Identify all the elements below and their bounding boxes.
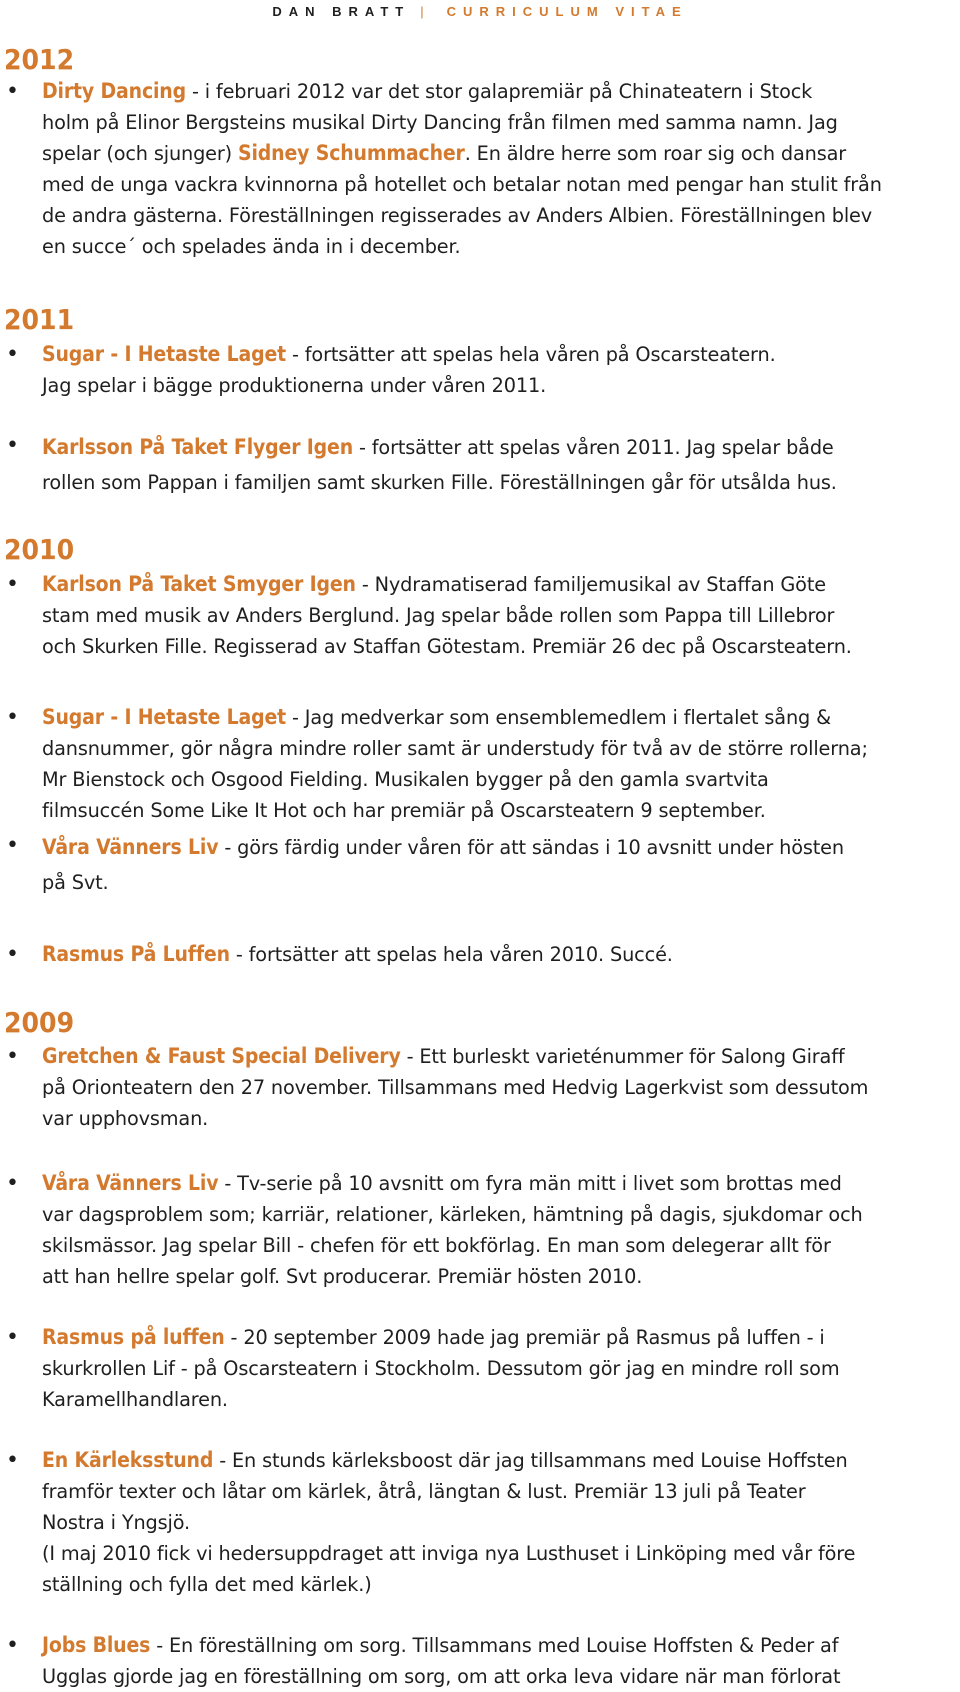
entry-title: Jobs Blues	[42, 1633, 151, 1657]
bullet-icon: •	[6, 342, 19, 367]
year-heading-2009: 2009	[4, 1006, 75, 1039]
bullet-icon: •	[6, 942, 19, 967]
entry-text: Karlson På Taket Smyger Igen - Nydramatiserad familjemusikal av Staffan Göte stam med musik av Anders Berglund. Jag spelar både rollen som Pappa till Lillebror och Skurken Fille. Regisserad av Staffan Götestam. Premiär 26 dec på Oscarsteatern.	[42, 572, 852, 658]
bullet-icon: •	[6, 79, 19, 104]
year-heading-2011: 2011	[4, 303, 75, 336]
entry-text: Rasmus På Luffen - fortsätter att spelas hela våren 2010. Succé.	[42, 942, 673, 966]
entry-text: Jobs Blues - En föreställning om sorg. Tillsammans med Louise Hoffsten & Peder af Ugglas gjorde jag en föreställning om sorg, om att orka leva vidare när man förlorat	[42, 1633, 841, 1688]
entry-text: Gretchen & Faust Special Delivery - Ett burleskt varieténummer för Salong Giraff på Orionteatern den 27 november. Tillsammans med Hedvig Lagerkvist som dessutom var upphovsman.	[42, 1044, 869, 1130]
header-name: DAN BRATT	[272, 4, 411, 19]
page-header	[0, 4, 960, 19]
entry-text: Våra Vänners Liv - Tv-serie på 10 avsnitt om fyra män mitt i livet som brottas med var dagsproblem som; karriär, relationer, kärleken, hämtning på dagis, sjukdomar och skilsmässor. Jag spelar Bill - chefen för ett bokförlag. En man som delegerar allt för att han hellre spelar golf. Svt producerar. Premiär hösten 2010.	[42, 1171, 863, 1288]
entry-title: Sugar - I Hetaste Laget	[42, 705, 287, 729]
entry-title: Karlson På Taket Smyger Igen	[42, 572, 356, 596]
bullet-icon: •	[6, 1448, 19, 1473]
bullet-icon: •	[6, 1171, 19, 1196]
bullet-icon: •	[6, 1044, 19, 1069]
bullet-icon: •	[6, 433, 19, 458]
role-highlight: Sidney Schummacher	[238, 141, 465, 165]
entry-text: Rasmus på luffen - 20 september 2009 hade jag premiär på Rasmus på luffen - i skurkrollen Lif - på Oscarsteatern i Stockholm. Dessutom gör jag en mindre roll som Karamellhandlaren.	[42, 1325, 840, 1411]
entry-title: Sugar - I Hetaste Laget	[42, 342, 287, 366]
entry-title: En Kärleksstund	[42, 1448, 214, 1472]
entry-title: Rasmus på luffen	[42, 1325, 225, 1349]
entry-text: Dirty Dancing - i februari 2012 var det stor galapremiär på Chinateatern i Stock holm på Elinor Bergsteins musikal Dirty Dancing från filmen med samma namn. Jag spelar (och sjunger) Sidney Schummacher. En äldre herre som roar sig och dansar med de unga vackra kvinnorna på hotellet och betalar notan med pengar han stulit från de andra gästerna. Föreställningen regisserades av Anders Albien. Föreställningen blev en succe´ och spelades ända in i december.	[42, 79, 882, 258]
entry-title: Rasmus På Luffen	[42, 942, 230, 966]
entry-title: Dirty Dancing	[42, 79, 186, 103]
bullet-icon: •	[6, 1325, 19, 1350]
entry-title: Gretchen & Faust Special Delivery	[42, 1044, 401, 1068]
entry-text: Sugar - I Hetaste Laget - Jag medverkar som ensemblemedlem i flertalet sång & dansnummer, gör några mindre roller samt är understudy för två av de större rollerna; Mr Bienstock och Osgood Fielding. Musikalen bygger på den gamla svartvita filmsuccén Some Like It Hot och har premiär på Oscarsteatern 9 september.	[42, 705, 868, 822]
entry-title: Våra Vänners Liv	[42, 835, 219, 859]
entry-title: Karlsson På Taket Flyger Igen	[42, 435, 354, 459]
year-heading-2012: 2012	[4, 43, 75, 76]
entry-text: Sugar - I Hetaste Laget - fortsätter att spelas hela våren på Oscarsteatern. Jag spelar i bägge produktionerna under våren 2011.	[42, 342, 776, 397]
bullet-icon: •	[6, 705, 19, 730]
entry-text: Karlsson På Taket Flyger Igen - fortsätter att spelas våren 2011. Jag spelar både rollen som Pappan i familjen samt skurken Fille. Föreställningen går för utsålda hus.	[42, 435, 837, 494]
year-heading-2010: 2010	[4, 533, 75, 566]
entry-text: En Kärleksstund - En stunds kärleksboost där jag tillsammans med Louise Hoffsten framför texter och låtar om kärlek, åtrå, längtan & lust. Premiär 13 juli på Teater Nostra i Yngsjö. (I maj 2010 fick vi hedersuppdraget att inviga nya Lusthuset i Linköping med vår före ställning och fylla det med kärlek.)	[42, 1448, 856, 1596]
entry-text: Våra Vänners Liv - görs färdig under våren för att sändas i 10 avsnitt under hösten på Svt.	[42, 835, 844, 894]
entry-title: Våra Vänners Liv	[42, 1171, 219, 1195]
bullet-icon: •	[6, 1633, 19, 1658]
header-separator: |	[420, 4, 431, 19]
header-subtitle: CURRICULUM VITAE	[446, 4, 688, 19]
bullet-icon: •	[6, 833, 19, 858]
bullet-icon: •	[6, 572, 19, 597]
